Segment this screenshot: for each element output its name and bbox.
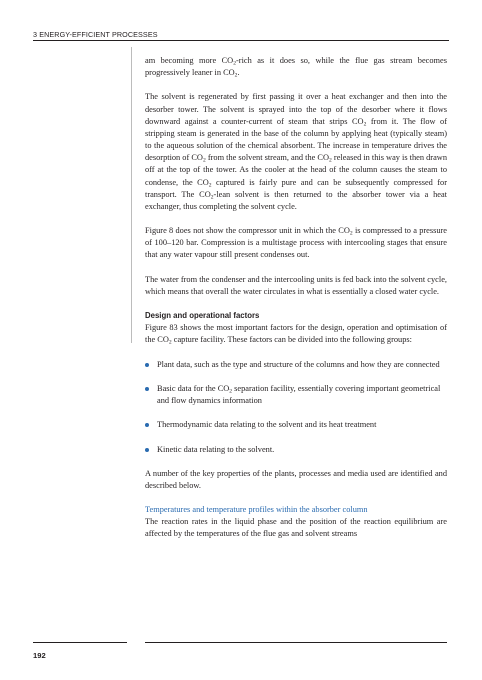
paragraph: The reaction rates in the liquid phase and the position of the reaction equilibrium are affected by the temperatures of the flue gas and solvent streams (145, 517, 447, 539)
factor-list (145, 359, 447, 456)
list-item: Plant data, such as the type and structure of the columns and how they are connected (145, 359, 447, 371)
list-item: Thermodynamic data relating to the solvent and its heat treatment (145, 419, 447, 431)
bullet-icon (145, 387, 149, 391)
list-item: Kinetic data relating to the solvent. (145, 444, 447, 456)
paragraph: The water from the condenser and the intercooling units is fed back into the solvent cycle, which means that overall the water circulates in what is essentially a closed water cycle. (145, 274, 447, 296)
body-text (145, 55, 447, 541)
running-header: 3 ENERGY-EFFICIENT PROCESSES (33, 30, 158, 39)
header-rule (33, 40, 449, 41)
list-item: Basic data for the $CO_2$ separation facility, essentially covering important geometrical and flow dynamics information (145, 383, 447, 407)
paragraph: A number of the key properties of the plants, processes and media used are identified and described below. (145, 468, 447, 490)
paragraph: The solvent is regenerated by first passing it over a heat exchanger and then into the desorber tower. The solvent is sprayed into the top of the desorber where it flows downward against a counter-current of steam that strips $CO_2$ from it. The flow of stripping steam is generated in the base of the column by applying heat (typically steam) to the aqueous solution of the chemical absorbent. The increase in temperature drives the desorption of $CO_2$ from the solvent stream, and the $CO_2$ released in this way is then drawn off at the top of the tower. As the cooler at the head of the column causes the steam to condense, the $CO_2$ captured is fairly pure and can be subsequently compressed for transport. The $CO_2$-lean solvent is then returned to the absorber tower via a heat exchanger, thus completing the solvent cycle. (145, 92, 447, 211)
bullet-icon (145, 423, 149, 427)
paragraph: am becoming more $CO_2$-rich as it does so, while the flue gas stream becomes progressively leaner in $CO_2$. (145, 56, 447, 79)
page-number: 192 (33, 651, 46, 660)
margin-rule (131, 47, 132, 343)
paragraph: Figure 83 shows the most important factors for the design, operation and optimisation of the $CO_2$ capture facility. These factors can be divided into the following groups: (145, 323, 447, 346)
section-heading: Design and operational factors (145, 311, 260, 321)
bullet-icon (145, 448, 149, 452)
bullet-icon (145, 363, 149, 367)
footer-rule (33, 642, 127, 643)
paragraph: Figure 8 does not show the compressor unit in which the $CO_2$ is compressed to a pressure of 100–120 bar. Compression is a multistage process with intercooling stages that ensure that any water vapour still present condenses out. (145, 226, 447, 260)
subsection-heading: Temperatures and temperature profiles within the absorber column (145, 505, 368, 515)
footer-rule (145, 642, 447, 643)
